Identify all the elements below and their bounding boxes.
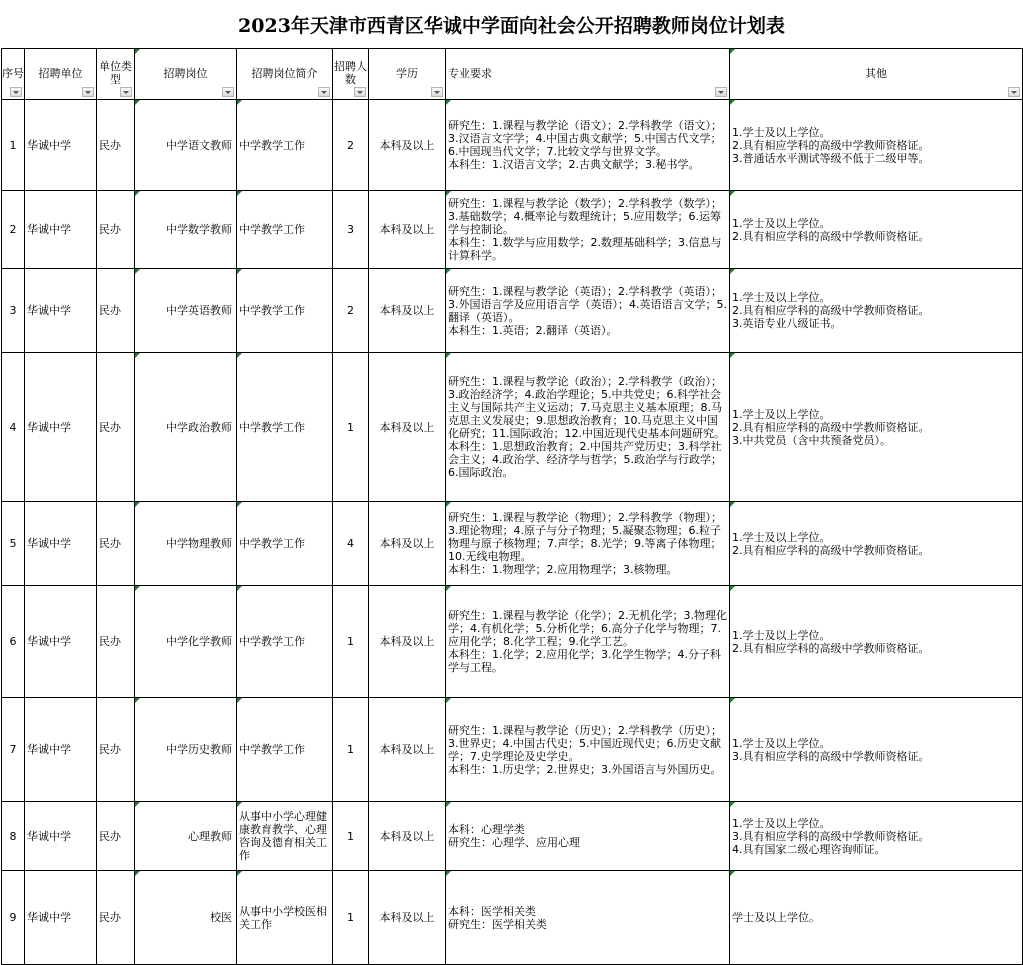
type-cell (97, 191, 135, 269)
major-cell (446, 269, 730, 353)
header-edu-label: 学历 (396, 66, 418, 80)
filter-dropdown-icon[interactable] (715, 87, 727, 97)
seq-cell-text: 1 (9, 138, 17, 152)
post-cell (135, 698, 237, 802)
major-line: 研究生：心理学、应用心理 (448, 836, 580, 849)
type-cell-text: 民办 (99, 743, 121, 756)
header-other-label: 其他 (865, 66, 887, 80)
count-cell (333, 191, 369, 269)
seq-cell-text: 9 (9, 911, 17, 924)
other-line: 3.具有相应学科的高级中学教师资格证。 (732, 829, 930, 843)
edu-cell (369, 269, 446, 353)
intro-cell (237, 191, 333, 269)
major-line: 本科生：1.英语；2.翻译（英语）。 (448, 323, 618, 337)
type-cell-text: 民办 (99, 223, 121, 236)
seq-cell (2, 871, 25, 965)
intro-cell (237, 586, 333, 698)
comment-marker-icon (135, 698, 140, 703)
intro-cell-text: 从事中小学心理健康教育教学、心理咨询及德育相关工作 (239, 810, 327, 862)
seq-cell (2, 191, 25, 269)
post-cell (135, 353, 237, 502)
other-line: 3.普通话水平测试等级不低于二级甲等。 (732, 151, 930, 165)
intro-cell-text: 中学教学工作 (239, 223, 305, 236)
table-row (2, 100, 1023, 191)
comment-marker-icon (730, 871, 735, 876)
major-cell (446, 100, 730, 191)
other-line: 4.具有国家二级心理咨询师证。 (732, 842, 886, 856)
unit-cell (25, 353, 97, 502)
comment-marker-icon (730, 49, 735, 54)
post-cell (135, 802, 237, 871)
intro-cell-text: 从事中小学校医相关工作 (239, 904, 327, 931)
post-cell-text: 心理教师 (188, 829, 232, 843)
post-cell (135, 269, 237, 353)
filter-dropdown-icon[interactable] (82, 87, 94, 97)
major-cell (446, 871, 730, 965)
header-count-label: 招聘人数 (334, 60, 367, 86)
count-cell (333, 871, 369, 965)
unit-cell (25, 191, 97, 269)
post-cell (135, 586, 237, 698)
comment-marker-icon (135, 871, 140, 876)
intro-cell-text: 中学教学工作 (239, 635, 305, 648)
intro-cell (237, 353, 333, 502)
major-cell (446, 586, 730, 698)
comment-marker-icon (237, 100, 242, 105)
count-cell (333, 502, 369, 586)
filter-dropdown-icon[interactable] (354, 87, 366, 97)
unit-cell (25, 586, 97, 698)
table-row (2, 871, 1023, 965)
edu-cell-text: 本科及以上 (379, 635, 435, 648)
intro-cell-text: 中学教学工作 (239, 304, 305, 317)
comment-marker-icon (730, 802, 735, 807)
unit-cell (25, 269, 97, 353)
comment-marker-icon (730, 586, 735, 591)
comment-marker-icon (446, 269, 451, 274)
unit-cell-text: 华诚中学 (27, 743, 71, 756)
count-cell-text: 4 (347, 537, 354, 550)
comment-marker-icon (237, 871, 242, 876)
table-row (2, 502, 1023, 586)
comment-marker-icon (730, 100, 735, 105)
header-seq (2, 49, 25, 100)
header-seq-label: 序号 (2, 66, 24, 80)
comment-marker-icon (730, 502, 735, 507)
major-line: 研究生：1.课程与教学论（英语）；2.学科教学（英语）；3.外国语言学及应用语言学（英语）；4.英语语言文学；5.翻译（英语）。 (448, 284, 727, 324)
major-line: 研究生：1.课程与教学论（政治）；2.学科教学（政治）；3.政治经济学；4.政治学理论；5.中共党史；6.科学社会主义与国际共产主义运动；7.马克思主义基本原理；8.马克思主义发展史；9.思想政治教育；10.马克思主义中国化研究；11.国际政治；12.中国近现代史基本问题研究。 (448, 375, 725, 440)
seq-cell-text: 4 (9, 420, 17, 434)
comment-marker-icon (135, 191, 140, 196)
edu-cell-text: 本科及以上 (379, 743, 435, 756)
header-intro-label: 招聘岗位简介 (251, 66, 318, 80)
major-cell (446, 191, 730, 269)
seq-cell (2, 802, 25, 871)
header-count (333, 49, 369, 100)
other-line: 2.具有相应学科的高级中学教师资格证。 (732, 543, 930, 557)
header-intro (237, 49, 333, 100)
comment-marker-icon (135, 502, 140, 507)
filter-dropdown-icon[interactable] (431, 87, 443, 97)
edu-cell (369, 353, 446, 502)
count-cell (333, 269, 369, 353)
count-cell-text: 1 (347, 635, 354, 648)
seq-cell (2, 269, 25, 353)
major-line: 本科生：1.化学；2.应用化学；3.化学生物学；4.分子科学与工程。 (448, 648, 721, 674)
other-line: 1.学士及以上学位。 (732, 628, 831, 642)
count-cell-text: 3 (347, 223, 354, 236)
unit-cell-text: 华诚中学 (27, 911, 71, 924)
count-cell-text: 1 (347, 829, 354, 843)
header-edu (369, 49, 446, 100)
type-cell-text: 民办 (99, 635, 121, 648)
type-cell (97, 698, 135, 802)
count-cell (333, 698, 369, 802)
type-cell (97, 586, 135, 698)
post-cell (135, 871, 237, 965)
comment-marker-icon (730, 269, 735, 274)
header-major-label: 专业要求 (448, 66, 492, 80)
intro-cell (237, 871, 333, 965)
major-cell (446, 802, 730, 871)
other-cell (730, 871, 1023, 965)
other-line: 2.具有相应学科的高级中学教师资格证。 (732, 304, 930, 317)
type-cell (97, 269, 135, 353)
comment-marker-icon (446, 698, 451, 703)
other-line: 3.具有相应学科的高级中学教师资格证。 (732, 749, 930, 763)
major-line: 研究生：1.课程与教学论（数学）；2.学科教学（数学）；3.基础数学；4.概率论与数理统计；5.应用数学；6.运筹学与控制论。 (448, 197, 722, 236)
filter-dropdown-icon[interactable] (222, 87, 234, 97)
post-cell-text: 中学历史教师 (166, 743, 232, 756)
major-line: 本科生：1.汉语言文学；2.古典文献学；3.秘书学。 (448, 158, 700, 171)
header-post (135, 49, 237, 100)
edu-cell-text: 本科及以上 (379, 304, 435, 317)
edu-cell-text: 本科及以上 (379, 537, 435, 550)
type-cell (97, 100, 135, 191)
unit-cell (25, 502, 97, 586)
comment-marker-icon (135, 586, 140, 591)
edu-cell (369, 698, 446, 802)
comment-marker-icon (135, 269, 140, 274)
unit-cell (25, 100, 97, 191)
intro-cell (237, 100, 333, 191)
comment-marker-icon (135, 353, 140, 358)
filter-dropdown-icon[interactable] (1008, 87, 1020, 97)
edu-cell (369, 586, 446, 698)
intro-cell-text: 中学教学工作 (239, 537, 305, 550)
major-line: 研究生：1.课程与教学论（语文）；2.学科教学（语文）；3.汉语言文字学；4.中国古典文献学；5.中国古代文学；6.中国现当代文学；7.比较文学与世界文学。 (448, 119, 722, 158)
edu-cell (369, 502, 446, 586)
type-cell (97, 353, 135, 502)
recruitment-table (1, 48, 1023, 965)
edu-cell-text: 本科及以上 (379, 138, 435, 152)
seq-cell-text: 8 (9, 829, 17, 843)
other-cell (730, 191, 1023, 269)
edu-cell-text: 本科及以上 (379, 223, 435, 236)
major-line: 研究生：1.课程与教学论（化学）；2.无机化学；3.物理化学；4.有机化学；5.分析化学；6.高分子化学与物理；7.应用化学；8.化学工程；9.化学工艺。 (448, 609, 727, 648)
header-post-label: 招聘岗位 (163, 66, 208, 80)
header-major (446, 49, 730, 100)
seq-cell-text: 7 (9, 743, 17, 756)
count-cell-text: 1 (347, 420, 354, 434)
unit-cell (25, 698, 97, 802)
comment-marker-icon (446, 191, 451, 196)
edu-cell-text: 本科及以上 (379, 829, 435, 843)
header-unit-label: 招聘单位 (38, 66, 83, 80)
table-row (2, 802, 1023, 871)
filter-dropdown-icon[interactable] (10, 87, 22, 97)
table-row (2, 269, 1023, 353)
comment-marker-icon (135, 802, 140, 807)
comment-marker-icon (446, 871, 451, 876)
type-cell-text: 民办 (99, 829, 121, 843)
major-line: 本科生：1.历史学；2.世界史；3.外国语言与外国历史。 (448, 762, 722, 776)
post-cell-text: 校医 (210, 911, 232, 924)
post-cell-text: 中学化学教师 (166, 635, 232, 648)
filter-dropdown-icon[interactable] (318, 87, 330, 97)
comment-marker-icon (135, 100, 140, 105)
other-cell (730, 698, 1023, 802)
seq-cell (2, 353, 25, 502)
unit-cell-text: 华诚中学 (27, 420, 71, 434)
other-line: 3.中共党员（含中共预备党员）。 (732, 433, 891, 447)
comment-marker-icon (446, 353, 451, 358)
edu-cell (369, 100, 446, 191)
other-cell (730, 100, 1023, 191)
count-cell-text: 1 (347, 743, 354, 756)
type-cell-text: 民办 (99, 911, 121, 924)
header-unit (25, 49, 97, 100)
edu-cell (369, 871, 446, 965)
comment-marker-icon (237, 698, 242, 703)
unit-cell-text: 华诚中学 (27, 138, 71, 152)
comment-marker-icon (237, 191, 242, 196)
filter-dropdown-icon[interactable] (120, 87, 132, 97)
type-cell (97, 802, 135, 871)
seq-cell-text: 6 (9, 635, 17, 648)
unit-cell (25, 871, 97, 965)
other-line: 1.学士及以上学位。 (732, 291, 831, 304)
seq-cell (2, 100, 25, 191)
comment-marker-icon (446, 586, 451, 591)
intro-cell (237, 269, 333, 353)
post-cell-text: 中学政治教师 (166, 420, 232, 434)
other-cell (730, 802, 1023, 871)
seq-cell-text: 3 (9, 304, 17, 317)
comment-marker-icon (730, 698, 735, 703)
header-row (2, 49, 1023, 100)
header-type-label: 单位类型 (99, 60, 132, 86)
other-line: 2.具有相应学科的高级中学教师资格证。 (732, 641, 930, 655)
type-cell (97, 871, 135, 965)
count-cell (333, 353, 369, 502)
other-line: 1.学士及以上学位。 (732, 125, 831, 139)
type-cell-text: 民办 (99, 420, 121, 434)
table-row (2, 586, 1023, 698)
other-line: 2.具有相应学科的高级中学教师资格证。 (732, 138, 930, 152)
other-cell (730, 269, 1023, 353)
table-row (2, 698, 1023, 802)
intro-cell (237, 802, 333, 871)
comment-marker-icon (135, 49, 140, 54)
seq-cell (2, 502, 25, 586)
comment-marker-icon (446, 502, 451, 507)
seq-cell (2, 698, 25, 802)
unit-cell-text: 华诚中学 (27, 223, 71, 236)
other-line: 3.英语专业八级证书。 (732, 317, 842, 330)
header-type (97, 49, 135, 100)
major-line: 研究生：1.课程与教学论（物理）；2.学科教学（物理）；3.理论物理；4.原子与分子物理；5.凝聚态物理；6.粒子物理与原子核物理；7.声学；8.光学；9.等离子体物理；10.无线电物理。 (448, 511, 722, 563)
unit-cell (25, 802, 97, 871)
unit-cell-text: 华诚中学 (27, 829, 71, 843)
post-cell (135, 502, 237, 586)
major-line: 本科：医学相关类 (448, 904, 536, 918)
table-row (2, 353, 1023, 502)
other-line: 1.学士及以上学位。 (732, 216, 831, 230)
comment-marker-icon (730, 353, 735, 358)
type-cell-text: 民办 (99, 537, 121, 550)
seq-cell-text: 5 (9, 537, 17, 550)
count-cell (333, 802, 369, 871)
unit-cell-text: 华诚中学 (27, 304, 71, 317)
unit-cell-text: 华诚中学 (27, 635, 71, 648)
comment-marker-icon (446, 100, 451, 105)
edu-cell (369, 191, 446, 269)
other-line: 1.学士及以上学位。 (732, 530, 831, 544)
count-cell-text: 1 (347, 911, 354, 924)
major-line: 本科生：1.物理学；2.应用物理学；3.核物理。 (448, 563, 678, 576)
post-cell-text: 中学语文教师 (166, 138, 232, 152)
type-cell-text: 民办 (99, 138, 121, 152)
intro-cell-text: 中学教学工作 (239, 743, 305, 756)
other-line: 1.学士及以上学位。 (732, 407, 831, 421)
other-line: 1.学士及以上学位。 (732, 736, 831, 750)
other-line: 学士及以上学位。 (732, 911, 820, 924)
major-line: 本科：心理学类 (448, 823, 525, 836)
comment-marker-icon (237, 269, 242, 274)
comment-marker-icon (237, 586, 242, 591)
count-cell-text: 2 (347, 304, 354, 317)
post-cell-text: 中学数学教师 (166, 223, 232, 236)
intro-cell (237, 698, 333, 802)
seq-cell-text: 2 (9, 223, 17, 236)
comment-marker-icon (446, 802, 451, 807)
edu-cell-text: 本科及以上 (379, 911, 435, 924)
other-cell (730, 353, 1023, 502)
count-cell (333, 586, 369, 698)
comment-marker-icon (237, 353, 242, 358)
intro-cell-text: 中学教学工作 (239, 138, 305, 152)
major-line: 本科生：1.数学与应用数学；2.数理基础科学；3.信息与计算科学。 (448, 236, 722, 262)
major-line: 研究生：医学相关类 (448, 917, 547, 931)
major-cell (446, 698, 730, 802)
post-cell-text: 中学英语教师 (166, 304, 232, 317)
other-line: 2.具有相应学科的高级中学教师资格证。 (732, 420, 930, 434)
unit-cell-text: 华诚中学 (27, 537, 71, 550)
post-cell (135, 100, 237, 191)
other-cell (730, 586, 1023, 698)
intro-cell (237, 502, 333, 586)
table-row (2, 191, 1023, 269)
count-cell-text: 2 (347, 138, 354, 152)
edu-cell (369, 802, 446, 871)
page-title: 2023年天津市西青区华诚中学面向社会公开招聘教师岗位计划表 (238, 14, 785, 37)
comment-marker-icon (237, 802, 242, 807)
other-line: 1.学士及以上学位。 (732, 816, 831, 830)
edu-cell-text: 本科及以上 (379, 420, 435, 434)
intro-cell-text: 中学教学工作 (239, 420, 305, 434)
other-cell (730, 502, 1023, 586)
other-line: 2.具有相应学科的高级中学教师资格证。 (732, 229, 930, 243)
header-other (730, 49, 1023, 100)
type-cell (97, 502, 135, 586)
major-cell (446, 502, 730, 586)
type-cell-text: 民办 (99, 304, 121, 317)
post-cell-text: 中学物理教师 (166, 537, 232, 550)
post-cell (135, 191, 237, 269)
major-line: 本科生：1.思想政治教育；2.中国共产党历史；3.科学社会主义；4.政治学、经济学与哲学；5.政治学与行政学；6.国际政治。 (448, 440, 722, 479)
seq-cell (2, 586, 25, 698)
comment-marker-icon (237, 502, 242, 507)
comment-marker-icon (730, 191, 735, 196)
major-cell (446, 353, 730, 502)
count-cell (333, 100, 369, 191)
major-line: 研究生：1.课程与教学论（历史）；2.学科教学（历史）；3.世界史；4.中国古代史；5.中国近现代史；6.历史文献学；7.史学理论及史学史。 (448, 723, 722, 763)
